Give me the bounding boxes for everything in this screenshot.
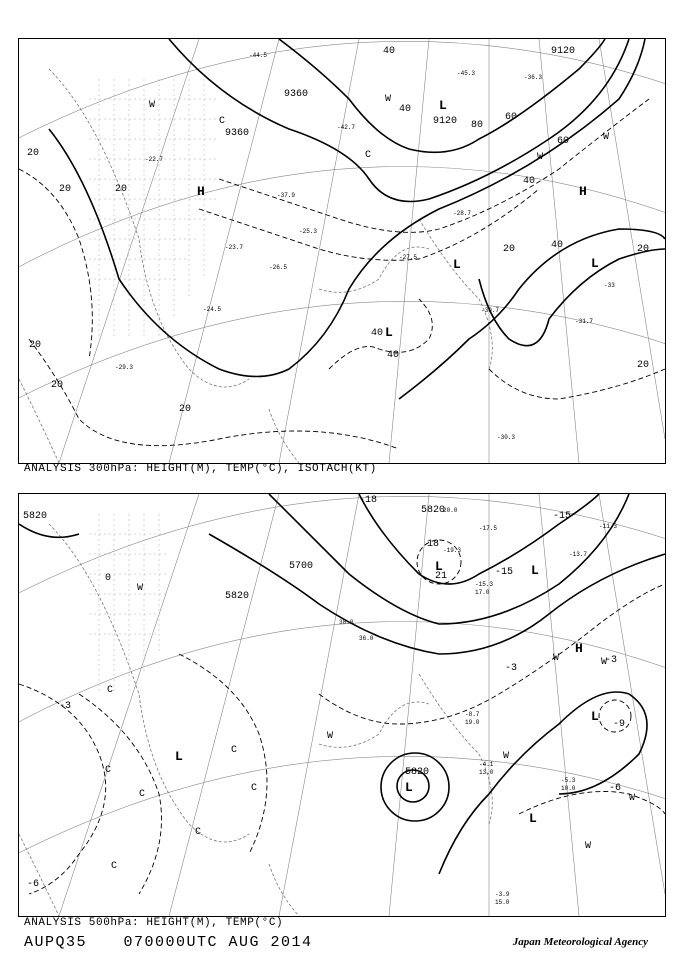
wind-symbol: W — [585, 841, 592, 852]
isotach-label: 80 — [471, 120, 484, 131]
wind-symbol: C — [365, 150, 372, 161]
temp-label: -30.3 — [497, 434, 516, 441]
temp-label: -27.5 — [399, 254, 418, 261]
temp-label: -45.3 — [457, 70, 476, 77]
wind-symbol: C — [139, 789, 146, 800]
temp-label: -3.9 — [495, 891, 510, 898]
temp-label: -11.3 — [599, 523, 618, 530]
low-center: L — [529, 811, 537, 826]
temp-label: -25.3 — [299, 228, 318, 235]
isotach-label: 40 — [371, 328, 384, 339]
temp-label: 18 — [427, 539, 440, 550]
temp-label: -3 — [59, 701, 72, 712]
isotach-label: 40 — [383, 46, 396, 57]
station-value: 13.0 — [479, 769, 494, 776]
product-code: AUPQ35 — [24, 934, 88, 951]
wind-symbol: W — [537, 152, 544, 163]
product-line — [24, 934, 339, 951]
map-panel-300hpa — [18, 38, 666, 464]
temp-label: -4.1 — [479, 761, 494, 768]
wind-symbols — [149, 94, 609, 163]
isotach-label: 20 — [503, 244, 516, 255]
wind-symbol: C — [107, 685, 114, 696]
temp-label: -31.7 — [575, 318, 594, 325]
low-center: L — [385, 325, 393, 340]
isotach-label: 20 — [51, 380, 64, 391]
wind-symbol: C — [111, 861, 118, 872]
wind-symbol: C — [105, 765, 112, 776]
low-center: L — [591, 709, 599, 724]
temp-label: -8.7 — [465, 711, 480, 718]
map-500hpa-svg — [19, 494, 665, 916]
temp-label: -44.5 — [249, 52, 268, 59]
low-center: L — [531, 563, 539, 578]
isotach-labels — [27, 46, 649, 415]
low-center: L — [591, 256, 599, 271]
isotach-label: 20 — [637, 244, 650, 255]
wind-symbol: W — [603, 132, 610, 143]
height-label: 9120 — [433, 116, 458, 127]
temp-label: -15.3 — [475, 581, 494, 588]
temp-label: -36.3 — [524, 74, 543, 81]
wind-symbol: C — [251, 783, 258, 794]
analysis-datetime: 070000UTC AUG 2014 — [123, 934, 313, 951]
height-labels — [23, 505, 448, 778]
station-value: 19.0 — [465, 719, 480, 726]
isotach-label: 20 — [59, 184, 72, 195]
temp-label: -22.7 — [145, 156, 164, 163]
temp-label: -30.7 — [481, 307, 500, 314]
hatch-area — [89, 514, 169, 694]
wind-symbol: C — [195, 827, 202, 838]
wind-symbol: W — [137, 583, 144, 594]
station-value: 36.0 — [359, 635, 374, 642]
map-300hpa-svg — [19, 39, 665, 463]
caption-300hpa: ANALYSIS 300hPa: HEIGHT(M), TEMP(°C), ISOTACH(KT) — [24, 463, 377, 475]
temp-label: -6 — [609, 783, 622, 794]
wind-symbol: C — [231, 745, 238, 756]
isotach-label: 40 — [387, 350, 400, 361]
isotach-label: 20 — [179, 404, 192, 415]
temp-label: -3 — [605, 655, 618, 666]
caption-500hpa: ANALYSIS 500hPa: HEIGHT(M), TEMP(°C) — [24, 917, 284, 929]
station-value: 10.0 — [561, 785, 576, 792]
temp-label: 0 — [105, 573, 112, 584]
temp-label: -24.5 — [203, 306, 222, 313]
isotach-label: 60 — [505, 112, 518, 123]
wind-symbol: W — [629, 793, 636, 804]
low-center: L — [453, 257, 461, 272]
station-value: 17.0 — [475, 589, 490, 596]
height-contours — [49, 39, 665, 399]
graticule — [19, 39, 665, 463]
temp-label: -29.3 — [115, 364, 134, 371]
isotach-label: 20 — [29, 340, 42, 351]
temp-label: -17.5 — [479, 525, 498, 532]
isotach-label: 40 — [399, 104, 412, 115]
height-label: 9360 — [225, 128, 250, 139]
temp-label: -42.7 — [337, 124, 356, 131]
high-center: H — [579, 184, 587, 199]
low-center: L — [405, 780, 413, 795]
high-center: H — [197, 184, 205, 199]
dashed-contours — [19, 99, 665, 449]
isotach-label: 20 — [637, 360, 650, 371]
high-center: H — [575, 641, 583, 656]
isotach-label: 20 — [115, 184, 128, 195]
wind-symbol: C — [219, 116, 226, 127]
wind-symbol: W — [503, 751, 510, 762]
temp-label: 21 — [435, 571, 448, 582]
wind-symbol: W — [385, 94, 392, 105]
isotach-label: 40 — [523, 176, 536, 187]
height-label: 5820 — [421, 505, 446, 516]
wind-symbol: W — [149, 100, 156, 111]
wind-symbol: W — [601, 657, 608, 668]
temp-label: -19.3 — [443, 547, 462, 554]
low-center: L — [435, 559, 443, 574]
temp-label: -15 — [495, 567, 514, 578]
height-label: 5820 — [225, 591, 250, 602]
low-center: L — [439, 98, 447, 113]
temp-label: -33 — [604, 282, 615, 289]
height-labels — [225, 46, 575, 139]
height-label: 5820 — [405, 767, 430, 778]
temp-label: -26.5 — [269, 264, 288, 271]
temp-label: -15 — [553, 511, 572, 522]
isotach-label: 20 — [27, 148, 40, 159]
isotach-label: 60 — [557, 136, 570, 147]
low-center: L — [175, 749, 183, 764]
height-label: 5820 — [23, 511, 48, 522]
temp-label: -23.7 — [225, 244, 244, 251]
temp-label: -18 — [359, 495, 378, 506]
temp-label: -37.9 — [277, 192, 296, 199]
height-label: 9120 — [551, 46, 576, 57]
temp-label: -13.7 — [569, 551, 588, 558]
temp-label: -5.3 — [561, 777, 576, 784]
temp-label: -6 — [27, 879, 40, 890]
height-label: 5700 — [289, 561, 314, 572]
wind-symbol: W — [553, 653, 560, 664]
map-panel-500hpa — [18, 493, 666, 917]
station-value: 15.0 — [495, 899, 510, 906]
temp-labels — [27, 495, 625, 898]
agency-credit: Japan Meteorological Agency — [512, 936, 648, 948]
temp-label: -3 — [505, 663, 518, 674]
isotach-label: 40 — [551, 240, 564, 251]
wind-symbol: W — [327, 731, 334, 742]
station-value: 20.0 — [443, 507, 458, 514]
station-value: 38.0 — [339, 619, 354, 626]
pressure-centers — [197, 98, 599, 340]
dashed-contours — [19, 540, 665, 894]
station-values — [339, 507, 576, 906]
temp-label: -28.7 — [453, 210, 472, 217]
temp-label: -9 — [613, 719, 626, 730]
height-label: 9360 — [284, 89, 309, 100]
